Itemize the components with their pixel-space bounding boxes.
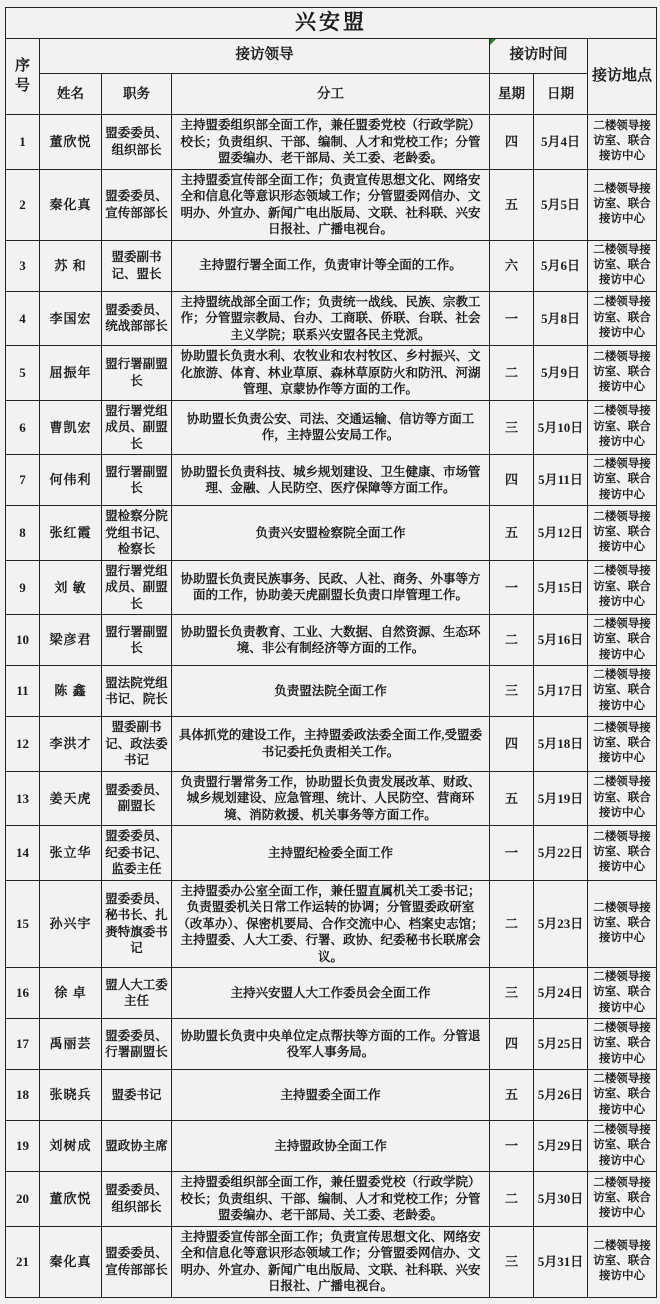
cell-duty: 协助盟长负责中央单位定点帮扶等方面的工作。分管退役军人事务局。 xyxy=(172,1019,490,1070)
cell-position: 盟委书记 xyxy=(102,1070,172,1121)
cell-location: 二楼领导接访室、联合接访中心 xyxy=(588,717,657,772)
cell-duty: 主持盟委宣传部全面工作；负责宣传思想文化、网络安全和信息化等意识形态领域工作；分管盟委网信办、文明办、外宣办、新闻广电出版局、文联、社科联、兴安日报社、广播电视台。 xyxy=(172,169,490,240)
table-row xyxy=(6,560,657,615)
cell-leader-name: 梁彦君 xyxy=(40,615,102,666)
cell-leader-name: 姜天虎 xyxy=(40,771,102,826)
cell-location: 二楼领导接访室、联合接访中心 xyxy=(588,880,657,968)
cell-location: 二楼领导接访室、联合接访中心 xyxy=(588,1070,657,1121)
cell-date: 5月26日 xyxy=(534,1070,588,1121)
cell-row-number: 3 xyxy=(6,240,40,291)
cell-leader-name: 秦化真 xyxy=(40,1226,102,1297)
cell-row-number: 1 xyxy=(6,115,40,170)
cell-position: 盟人大工委主任 xyxy=(102,968,172,1019)
cell-duty: 具体抓党的建设工作，主持盟委政法委全面工作,受盟委书记委托负责相关工作。 xyxy=(172,717,490,772)
cell-location: 二楼领导接访室、联合接访中心 xyxy=(588,115,657,170)
cell-leader-name: 李国宏 xyxy=(40,291,102,346)
cell-position: 盟委副书记、盟长 xyxy=(102,240,172,291)
cell-location: 二楼领导接访室、联合接访中心 xyxy=(588,560,657,615)
cell-date: 5月29日 xyxy=(534,1121,588,1172)
cell-date: 5月31日 xyxy=(534,1226,588,1297)
cell-row-number: 5 xyxy=(6,346,40,401)
cell-duty: 主持盟行署全面工作，负责审计等全面的工作。 xyxy=(172,240,490,291)
cell-position: 盟行署党组成员、副盟长 xyxy=(102,560,172,615)
table-body xyxy=(6,115,657,1298)
cell-location: 二楼领导接访室、联合接访中心 xyxy=(588,455,657,506)
cell-row-number: 4 xyxy=(6,291,40,346)
table-row xyxy=(6,115,657,170)
cell-position: 盟委委员、行署副盟长 xyxy=(102,1019,172,1070)
cell-position: 盟委委员、统战部部长 xyxy=(102,291,172,346)
cell-weekday: 三 xyxy=(490,968,534,1019)
cell-duty: 主持盟统战部全面工作；负责统一战线、民族、宗教工作；分管盟宗教局、台办、工商联、侨联、台联、社会主义学院；联系兴安盟各民主党派。 xyxy=(172,291,490,346)
cell-row-number: 20 xyxy=(6,1172,40,1227)
table-row xyxy=(6,1070,657,1121)
column-header-name: 姓名 xyxy=(40,74,102,115)
cell-position: 盟行署党组成员、副盟长 xyxy=(102,400,172,455)
cell-leader-name: 董欣悦 xyxy=(40,115,102,170)
cell-position: 盟委委员、副盟长 xyxy=(102,771,172,826)
column-header-no: 序号 xyxy=(6,39,40,115)
cell-position: 盟法院党组书记、院长 xyxy=(102,666,172,717)
table-row xyxy=(6,1172,657,1227)
table-row xyxy=(6,968,657,1019)
cell-position: 盟检察分院党组书记、检察长 xyxy=(102,506,172,561)
cell-location: 二楼领导接访室、联合接访中心 xyxy=(588,615,657,666)
cell-duty: 负责盟法院全面工作 xyxy=(172,666,490,717)
cell-row-number: 19 xyxy=(6,1121,40,1172)
cell-weekday: 六 xyxy=(490,240,534,291)
cell-row-number: 16 xyxy=(6,968,40,1019)
cell-position: 盟政协主席 xyxy=(102,1121,172,1172)
cell-date: 5月24日 xyxy=(534,968,588,1019)
cell-leader-name: 何伟利 xyxy=(40,455,102,506)
table-row xyxy=(6,1121,657,1172)
cell-leader-name: 徐 卓 xyxy=(40,968,102,1019)
cell-location: 二楼领导接访室、联合接访中心 xyxy=(588,826,657,881)
cell-position: 盟委委员、纪委书记、监委主任 xyxy=(102,826,172,881)
cell-duty: 主持盟委组织部全面工作，兼任盟委党校（行政学院）校长；负责组织、干部、编制、人才和党校工作；分管盟委编办、老干部局、关工委、老龄委。 xyxy=(172,115,490,170)
cell-leader-name: 曹凯宏 xyxy=(40,400,102,455)
cell-date: 5月18日 xyxy=(534,717,588,772)
cell-date: 5月9日 xyxy=(534,346,588,401)
table-row xyxy=(6,615,657,666)
table-row xyxy=(6,346,657,401)
cell-corner-marker xyxy=(490,39,496,45)
cell-duty: 协助盟长负责水利、农牧业和农村牧区、乡村振兴、文化旅游、体育、林业草原、森林草原防火和防汛、河湖管理、京蒙协作等方面的工作。 xyxy=(172,346,490,401)
column-group-reception-time-label: 接访时间 xyxy=(509,47,568,64)
cell-position: 盟委委员、组织部长 xyxy=(102,115,172,170)
cell-weekday: 五 xyxy=(490,506,534,561)
cell-row-number: 18 xyxy=(6,1070,40,1121)
cell-location: 二楼领导接访室、联合接访中心 xyxy=(588,1019,657,1070)
cell-weekday: 四 xyxy=(490,1019,534,1070)
cell-row-number: 11 xyxy=(6,666,40,717)
cell-duty: 主持盟委宣传部全面工作；负责宣传思想文化、网络安全和信息化等意识形态领域工作；分管盟委网信办、文明办、外宣办、新闻广电出版局、文联、社科联、兴安日报社、广播电视台。 xyxy=(172,1226,490,1297)
cell-row-number: 6 xyxy=(6,400,40,455)
cell-weekday: 一 xyxy=(490,826,534,881)
cell-date: 5月6日 xyxy=(534,240,588,291)
cell-weekday: 一 xyxy=(490,291,534,346)
table-row xyxy=(6,506,657,561)
cell-location: 二楼领导接访室、联合接访中心 xyxy=(588,506,657,561)
cell-duty: 协助盟长负责民族事务、民政、人社、商务、外事等方面的工作，协助姜天虎副盟长负责口岸管理工作。 xyxy=(172,560,490,615)
cell-date: 5月25日 xyxy=(534,1019,588,1070)
cell-row-number: 17 xyxy=(6,1019,40,1070)
cell-weekday: 一 xyxy=(490,1121,534,1172)
table-row xyxy=(6,400,657,455)
table-row xyxy=(6,1226,657,1297)
column-group-reception-leaders: 接访领导 xyxy=(40,39,490,74)
cell-row-number: 13 xyxy=(6,771,40,826)
cell-location: 二楼领导接访室、联合接访中心 xyxy=(588,400,657,455)
cell-position: 盟行署副盟长 xyxy=(102,455,172,506)
cell-date: 5月30日 xyxy=(534,1172,588,1227)
cell-date: 5月15日 xyxy=(534,560,588,615)
cell-duty: 主持盟纪检委全面工作 xyxy=(172,826,490,881)
cell-date: 5月23日 xyxy=(534,880,588,968)
table-row xyxy=(6,240,657,291)
cell-leader-name: 刘树成 xyxy=(40,1121,102,1172)
cell-date: 5月11日 xyxy=(534,455,588,506)
table-row xyxy=(6,717,657,772)
cell-row-number: 8 xyxy=(6,506,40,561)
cell-leader-name: 张立华 xyxy=(40,826,102,881)
cell-leader-name: 李洪才 xyxy=(40,717,102,772)
cell-leader-name: 屈振年 xyxy=(40,346,102,401)
cell-location: 二楼领导接访室、联合接访中心 xyxy=(588,291,657,346)
table-title: 兴安盟 xyxy=(6,8,657,39)
column-header-position: 职务 xyxy=(102,74,172,115)
cell-leader-name: 孙兴宇 xyxy=(40,880,102,968)
table-row xyxy=(6,455,657,506)
table-row xyxy=(6,880,657,968)
cell-weekday: 二 xyxy=(490,346,534,401)
cell-date: 5月22日 xyxy=(534,826,588,881)
cell-leader-name: 苏 和 xyxy=(40,240,102,291)
cell-weekday: 二 xyxy=(490,1172,534,1227)
cell-location: 二楼领导接访室、联合接访中心 xyxy=(588,1121,657,1172)
cell-date: 5月8日 xyxy=(534,291,588,346)
cell-row-number: 21 xyxy=(6,1226,40,1297)
cell-leader-name: 刘 敏 xyxy=(40,560,102,615)
cell-leader-name: 董欣悦 xyxy=(40,1172,102,1227)
cell-date: 5月17日 xyxy=(534,666,588,717)
reception-schedule-table xyxy=(5,7,657,1298)
cell-weekday: 五 xyxy=(490,771,534,826)
cell-location: 二楼领导接访室、联合接访中心 xyxy=(588,666,657,717)
cell-duty: 主持兴安盟人大工作委员会全面工作 xyxy=(172,968,490,1019)
column-header-date: 日期 xyxy=(534,74,588,115)
cell-location: 二楼领导接访室、联合接访中心 xyxy=(588,771,657,826)
cell-duty: 主持盟委办公室全面工作，兼任盟直属机关工委书记；负责盟委机关日常工作运转的协调；分管盟委政研室（改革办）、保密机要局、合作交流中心、档案史志馆；主持盟委、人大工委、行署、政协、纪委秘书长联席会议。 xyxy=(172,880,490,968)
cell-weekday: 五 xyxy=(490,169,534,240)
table-row xyxy=(6,826,657,881)
cell-location: 二楼领导接访室、联合接访中心 xyxy=(588,1172,657,1227)
cell-position: 盟委副书记、政法委书记 xyxy=(102,717,172,772)
cell-duty: 负责盟行署常务工作，协助盟长负责发展改革、财政、城乡规划建设、应急管理、统计、人民防空、营商环境、消防救援、机关事务等方面工作。 xyxy=(172,771,490,826)
table-row xyxy=(6,1019,657,1070)
cell-position: 盟委委员、宣传部部长 xyxy=(102,1226,172,1297)
cell-duty: 协助盟长负责公安、司法、交通运输、信访等方面工作，主持盟公安局工作。 xyxy=(172,400,490,455)
cell-location: 二楼领导接访室、联合接访中心 xyxy=(588,968,657,1019)
cell-row-number: 12 xyxy=(6,717,40,772)
cell-position: 盟委委员、秘书长、扎赉特旗委书记 xyxy=(102,880,172,968)
column-group-reception-time xyxy=(490,39,588,74)
cell-row-number: 10 xyxy=(6,615,40,666)
column-header-location: 接访地点 xyxy=(588,39,657,115)
cell-row-number: 9 xyxy=(6,560,40,615)
cell-weekday: 二 xyxy=(490,615,534,666)
cell-duty: 主持盟委全面工作 xyxy=(172,1070,490,1121)
cell-location: 二楼领导接访室、联合接访中心 xyxy=(588,1226,657,1297)
cell-location: 二楼领导接访室、联合接访中心 xyxy=(588,240,657,291)
table-row xyxy=(6,291,657,346)
cell-date: 5月5日 xyxy=(534,169,588,240)
cell-duty: 主持盟政协全面工作 xyxy=(172,1121,490,1172)
cell-weekday: 四 xyxy=(490,115,534,170)
cell-weekday: 二 xyxy=(490,880,534,968)
column-header-duty: 分工 xyxy=(172,74,490,115)
cell-weekday: 三 xyxy=(490,1226,534,1297)
cell-position: 盟委委员、组织部长 xyxy=(102,1172,172,1227)
cell-date: 5月12日 xyxy=(534,506,588,561)
cell-duty: 负责兴安盟检察院全面工作 xyxy=(172,506,490,561)
cell-date: 5月10日 xyxy=(534,400,588,455)
table-row xyxy=(6,666,657,717)
cell-duty: 协助盟长负责教育、工业、大数据、自然资源、生态环境、非公有制经济等方面的工作。 xyxy=(172,615,490,666)
cell-position: 盟行署副盟长 xyxy=(102,346,172,401)
cell-weekday: 三 xyxy=(490,666,534,717)
cell-duty: 协助盟长负责科技、城乡规划建设、卫生健康、市场管理、金融、人民防空、医疗保障等方面工作。 xyxy=(172,455,490,506)
cell-leader-name: 陈 鑫 xyxy=(40,666,102,717)
cell-location: 二楼领导接访室、联合接访中心 xyxy=(588,169,657,240)
cell-position: 盟委委员、宣传部部长 xyxy=(102,169,172,240)
cell-weekday: 一 xyxy=(490,560,534,615)
cell-row-number: 7 xyxy=(6,455,40,506)
cell-date: 5月4日 xyxy=(534,115,588,170)
table-row xyxy=(6,771,657,826)
table-row xyxy=(6,169,657,240)
cell-weekday: 三 xyxy=(490,400,534,455)
cell-leader-name: 禹丽芸 xyxy=(40,1019,102,1070)
cell-row-number: 14 xyxy=(6,826,40,881)
cell-location: 二楼领导接访室、联合接访中心 xyxy=(588,346,657,401)
cell-leader-name: 张红霞 xyxy=(40,506,102,561)
cell-duty: 主持盟委组织部全面工作，兼任盟委党校（行政学院）校长；负责组织、干部、编制、人才和党校工作；分管盟委编办、老干部局、关工委、老龄委。 xyxy=(172,1172,490,1227)
cell-weekday: 四 xyxy=(490,455,534,506)
cell-leader-name: 张晓兵 xyxy=(40,1070,102,1121)
cell-date: 5月16日 xyxy=(534,615,588,666)
cell-row-number: 15 xyxy=(6,880,40,968)
column-header-weekday: 星期 xyxy=(490,74,534,115)
cell-position: 盟行署副盟长 xyxy=(102,615,172,666)
cell-weekday: 五 xyxy=(490,1070,534,1121)
cell-leader-name: 秦化真 xyxy=(40,169,102,240)
cell-weekday: 四 xyxy=(490,717,534,772)
cell-row-number: 2 xyxy=(6,169,40,240)
cell-date: 5月19日 xyxy=(534,771,588,826)
